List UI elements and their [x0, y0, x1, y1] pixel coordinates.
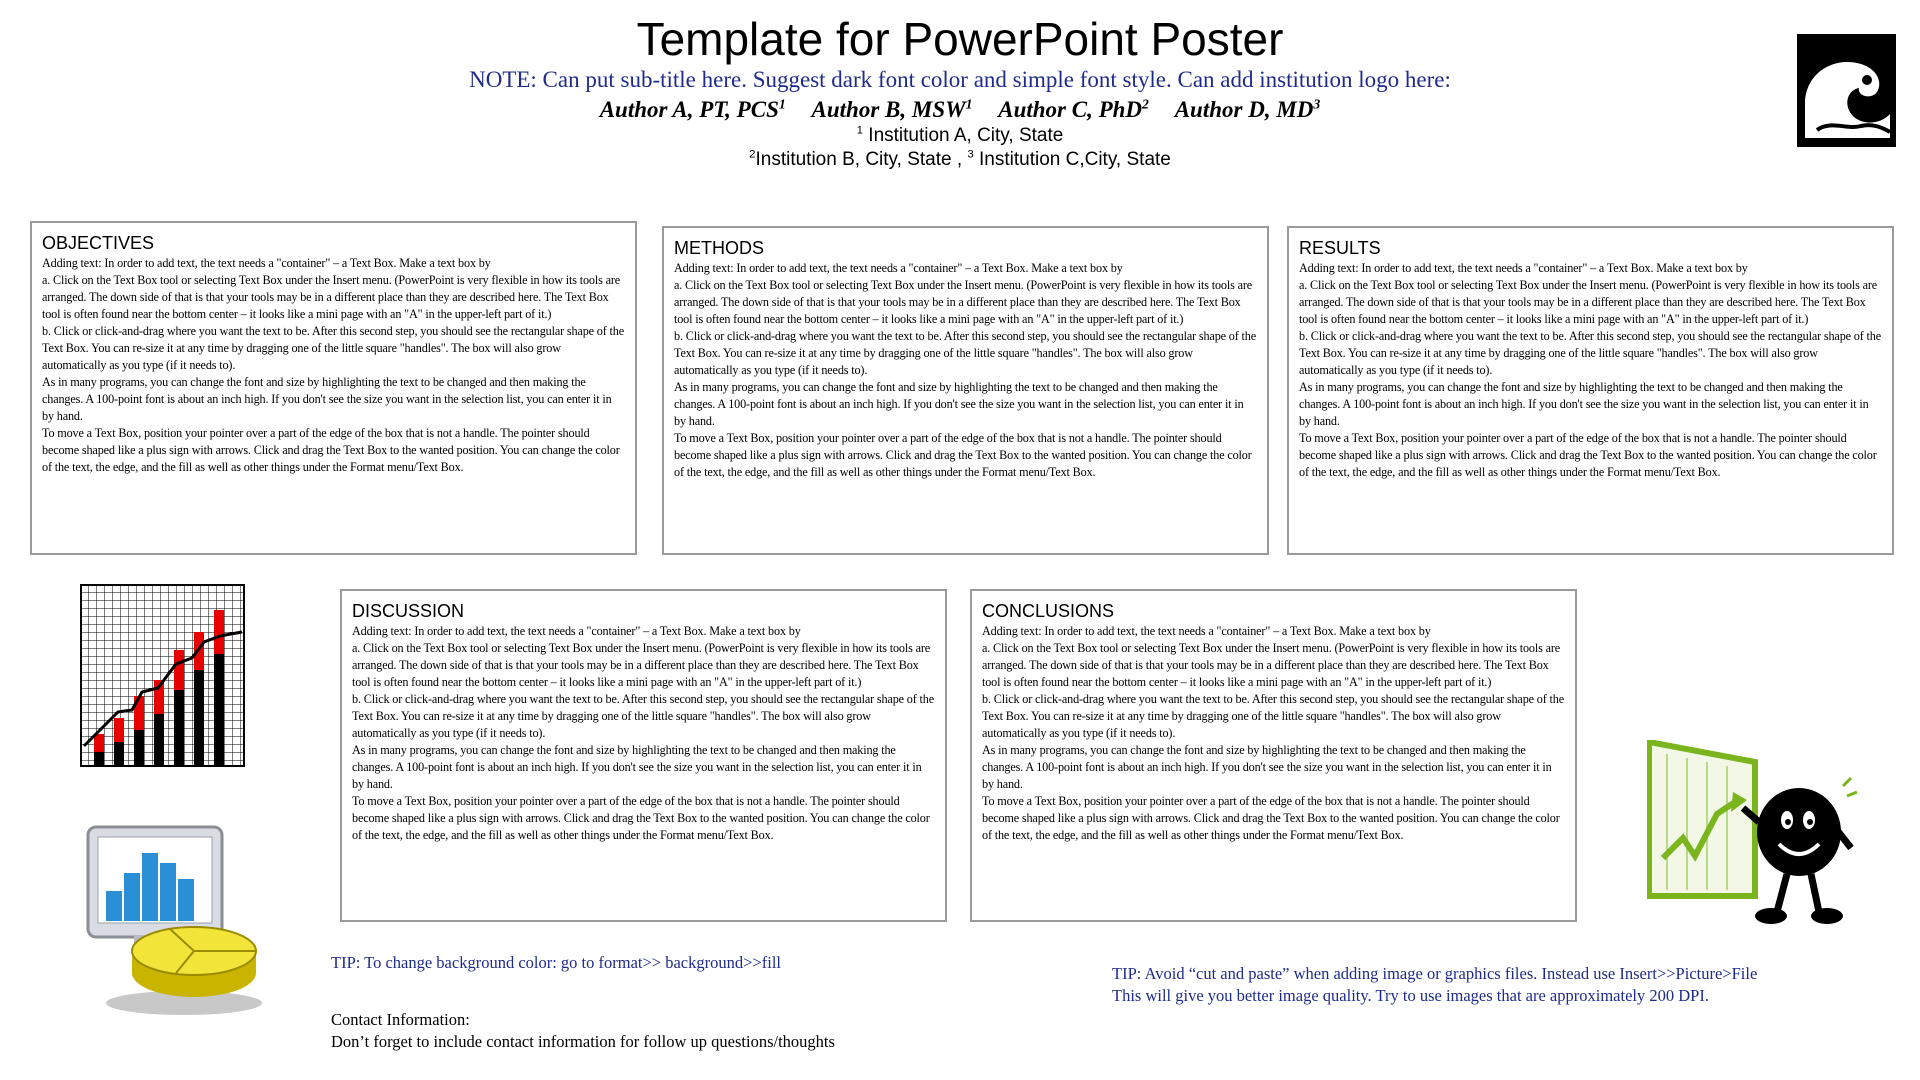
author-list	[0, 96, 1920, 124]
results-box	[1287, 226, 1894, 555]
contact-information	[331, 1009, 835, 1053]
section-body: Adding text: In order to add text, the text needs a "container" – a Text Box. Make a text box by a. Click on the Text Box tool or selecting Text Box under the Insert menu. (PowerPoint is very flexible in how its tools are arranged. The down side of that is that your tools may be in a different place than they are described here. The Text Box tool is often found near the bottom center – it looks like a mini page with an "A" in the upper-left part of it.) b. Click or click-and-drag where you want the text to be. After this second step, you should see the rectangular shape of the Text Box. You can re-size it at any time by dragging one of the little square "handles". The box will also grow automatically as you type (if it needs to). As in many programs, you can change the font and size by highlighting the text to be changed and then making the changes. A 100-point font is about an inch high. If you don't see the size you want in the selection list, you can enter it in by hand. To move a Text Box, position your pointer over a part of the edge of the box that is not a handle. The pointer should become shaped like a plus sign with arrows. Click and drag the Text Box to the wanted position. You can change the color of the text, the edge, and the fill as well as other things under the Format menu/Text Box.	[352, 624, 934, 842]
discussion-box	[340, 589, 947, 922]
section-body: Adding text: In order to add text, the text needs a "container" – a Text Box. Make a text box by a. Click on the Text Box tool or selecting Text Box under the Insert menu. (PowerPoint is very flexible in how its tools are arranged. The down side of that is that your tools may be in a different place than they are described here. The Text Box tool is often found near the bottom center – it looks like a mini page with an "A" in the upper-left part of it.) b. Click or click-and-drag where you want the text to be. After this second step, you should see the rectangular shape of the Text Box. You can re-size it at any time by dragging one of the little square "handles". The box will also grow automatically as you type (if it needs to). As in many programs, you can change the font and size by highlighting the text to be changed and then making the changes. A 100-point font is about an inch high. If you don't see the size you want in the selection list, you can enter it in by hand. To move a Text Box, position your pointer over a part of the edge of the box that is not a handle. The pointer should become shaped like a plus sign with arrows. Click and drag the Text Box to the wanted position. You can change the color of the text, the edge, and the fill as well as other things under the Format menu/Text Box.	[1299, 261, 1881, 479]
section-title: DISCUSSION	[352, 601, 465, 621]
section-body: Adding text: In order to add text, the text needs a "container" – a Text Box. Make a text box by a. Click on the Text Box tool or selecting Text Box under the Insert menu. (PowerPoint is very flexible in how its tools are arranged. The down side of that is that your tools may be in a different place than they are described here. The Text Box tool is often found near the bottom center – it looks like a mini page with an "A" in the upper-left part of it.) b. Click or click-and-drag where you want the text to be. After this second step, you should see the rectangular shape of the Text Box. You can re-size it at any time by dragging one of the little square "handles". The box will also grow automatically as you type (if it needs to). As in many programs, you can change the font and size by highlighting the text to be changed and then making the changes. A 100-point font is about an inch high. If you don't see the size you want in the selection list, you can enter it in by hand. To move a Text Box, position your pointer over a part of the edge of the box that is not a handle. The pointer should become shaped like a plus sign with arrows. Click and drag the Text Box to the wanted position. You can change the color of the text, the edge, and the fill as well as other things under the Format menu/Text Box.	[42, 256, 624, 474]
author: Author C, PhD$^2$	[998, 96, 1149, 122]
bar-line-chart-icon	[80, 584, 245, 767]
author: Author D, $MD^3$	[1174, 96, 1321, 122]
smiling-mascot-chart-icon	[1647, 740, 1860, 930]
author: Author B, MSW$^1$	[811, 96, 973, 122]
conclusions-box	[970, 589, 1577, 922]
contact-label: Contact Information:	[331, 1010, 470, 1029]
institution-line-1: $^1$ Institution A, City, State	[856, 124, 1064, 146]
section-body: Adding text: In order to add text, the text needs a "container" – a Text Box. Make a text box by a. Click on the Text Box tool or selecting Text Box under the Insert menu. (PowerPoint is very flexible in how its tools are arranged. The down side of that is that your tools may be in a different place than they are described here. The Text Box tool is often found near the bottom center – it looks like a mini page with an "A" in the upper-left part of it.) b. Click or click-and-drag where you want the text to be. After this second step, you should see the rectangular shape of the Text Box. You can re-size it at any time by dragging one of the little square "handles". The box will also grow automatically as you type (if it needs to). As in many programs, you can change the font and size by highlighting the text to be changed and then making the changes. A 100-point font is about an inch high. If you don't see the size you want in the selection list, you can enter it in by hand. To move a Text Box, position your pointer over a part of the edge of the box that is not a handle. The pointer should become shaped like a plus sign with arrows. Click and drag the Text Box to the wanted position. You can change the color of the text, the edge, and the fill as well as other things under the Format menu/Text Box.	[674, 261, 1256, 479]
section-title: RESULTS	[1299, 238, 1381, 258]
poster-subtitle: NOTE: Can put sub-title here. Suggest dark font color and simple font style. Can add institution logo here:	[469, 67, 1451, 92]
objectives-box	[30, 221, 637, 555]
section-title: OBJECTIVES	[42, 233, 155, 253]
institution-line-2: $^2$Institution B, City, State , $^3$ Institution C,City, State	[749, 148, 1171, 170]
poster-title: Template for PowerPoint Poster	[636, 13, 1284, 65]
section-title: CONCLUSIONS	[982, 601, 1115, 621]
tip-images: TIP: Avoid “cut and paste” when adding image or graphics files. Instead use Insert>>Picture>File This will give you better image quality. Try to use images that are approximately 200 DPI.	[1112, 964, 1758, 1005]
monitor-pie-chart-icon	[84, 823, 264, 1023]
section-title: METHODS	[674, 238, 764, 258]
section-body: Adding text: In order to add text, the text needs a "container" – a Text Box. Make a text box by a. Click on the Text Box tool or selecting Text Box under the Insert menu. (PowerPoint is very flexible in how its tools are arranged. The down side of that is that your tools may be in a different place than they are described here. The Text Box tool is often found near the bottom center – it looks like a mini page with an "A" in the upper-left part of it.) b. Click or click-and-drag where you want the text to be. After this second step, you should see the rectangular shape of the Text Box. You can re-size it at any time by dragging one of the little square "handles". The box will also grow automatically as you type (if it needs to). As in many programs, you can change the font and size by highlighting the text to be changed and then making the changes. A 100-point font is about an inch high. If you don't see the size you want in the selection list, you can enter it in by hand. To move a Text Box, position your pointer over a part of the edge of the box that is not a handle. The pointer should become shaped like a plus sign with arrows. Click and drag the Text Box to the wanted position. You can change the color of the text, the edge, and the fill as well as other things under the Format menu/Text Box.	[982, 624, 1564, 842]
author: Author A, PT, PCS$^1$	[599, 96, 786, 122]
methods-box	[662, 226, 1269, 555]
tip-background-color: TIP: To change background color: go to format>> background>>fill	[331, 953, 781, 972]
contact-text: Don’t forget to include contact information for follow up questions/thoughts	[331, 1032, 835, 1051]
wave-logo-icon	[1797, 34, 1896, 147]
